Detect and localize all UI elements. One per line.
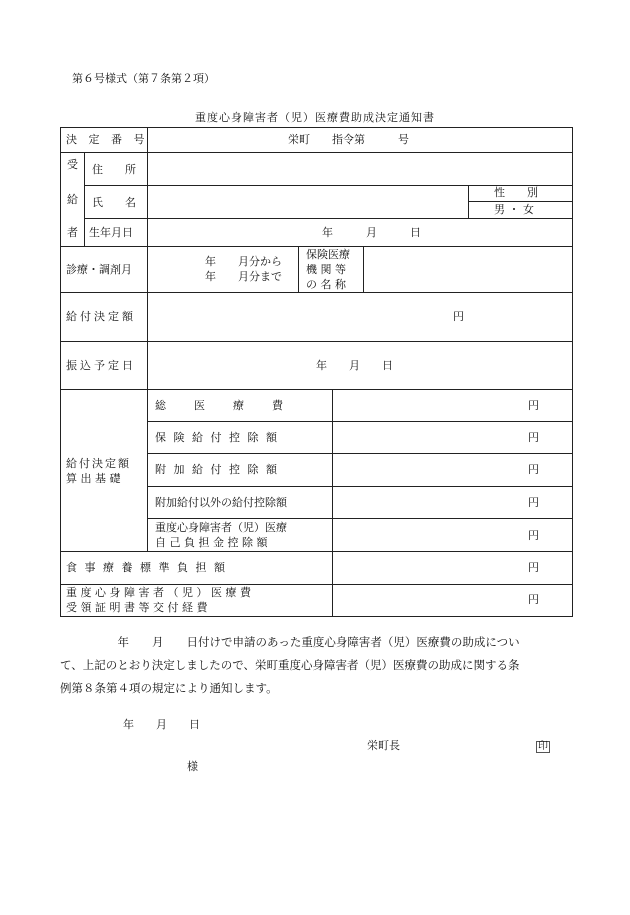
institution-label-2: 機 関 等 <box>306 263 346 276</box>
issuer: 栄町長 <box>367 739 400 752</box>
meal-cost-label: 食 事 療 養 標 準 負 担 額 <box>66 561 227 574</box>
institution-label-1: 保険医療 <box>306 248 350 261</box>
institution-label-3: の 名 称 <box>306 278 346 291</box>
recipient-char-2: 給 <box>67 193 78 206</box>
treatment-from: 年 月分から <box>205 255 282 268</box>
document-title: 重度心身障害者（児）医療費助成決定通知書 <box>195 111 435 124</box>
transfer-date-label: 振込予定日 <box>66 359 136 372</box>
recipient-char-3: 者 <box>67 226 78 239</box>
seal-mark: 印 <box>538 741 548 752</box>
basis-label-1: 給付決定額 <box>66 457 131 470</box>
basis-item-insurance: 保 険 給 付 控 除 額 <box>155 431 279 444</box>
basis-item-total-medical: 総 医 療 費 <box>155 399 285 412</box>
issue-date: 年 月 日 <box>123 718 200 731</box>
body-line-1: 年 月 日付けで申請のあった重度心身障害者（児）医療費の助成につい <box>60 635 520 649</box>
benefit-amount-label: 給付決定額 <box>66 310 136 323</box>
transfer-date-value: 年 月 日 <box>316 359 393 372</box>
sex-value: 男 ・ 女 <box>494 203 534 216</box>
treatment-to: 年 月分まで <box>205 270 282 283</box>
sex-label: 性 別 <box>494 186 538 199</box>
basis-label-2: 算 出 基 礎 <box>66 472 121 485</box>
body-line-2: て、上記のとおり決定しましたので、栄町重度心身障害者（児）医療費の助成に関する条 <box>60 658 520 672</box>
form-number: 第６号様式（第７条第２項） <box>72 72 215 85</box>
basis-item-self-pay-1: 重度心身障害者（児）医療 <box>155 521 287 534</box>
address-label: 住 所 <box>92 163 136 176</box>
basis-item-additional: 附 加 給 付 控 除 額 <box>155 463 279 476</box>
certificate-cost-label-2: 受 領 証 明 書 等 交 付 経 費 <box>66 601 208 614</box>
basis-item-unit: 円 <box>528 463 539 476</box>
meal-cost-unit: 円 <box>528 561 539 574</box>
benefit-amount-unit: 円 <box>453 310 464 323</box>
basis-item-unit: 円 <box>528 529 539 542</box>
name-label: 氏 名 <box>92 196 136 209</box>
certificate-cost-unit: 円 <box>528 593 539 606</box>
decision-number-value: 栄町 指令第 号 <box>288 133 409 146</box>
basis-item-unit: 円 <box>528 399 539 412</box>
basis-item-unit: 円 <box>528 431 539 444</box>
certificate-cost-label-1: 重 度 心 身 障 害 者 （ 児 ） 医 療 費 <box>66 586 251 599</box>
birthdate-label: 生年月日 <box>89 226 133 239</box>
addressee-suffix: 様 <box>187 760 198 773</box>
body-line-3: 例第８条第４項の規定により通知します。 <box>60 681 278 695</box>
recipient-char-1: 受 <box>67 158 78 171</box>
basis-item-other: 附加給付以外の給付控除額 <box>155 496 287 509</box>
basis-item-self-pay-2: 自 己 負 担 金 控 除 額 <box>155 536 268 549</box>
decision-number-label: 決 定 番 号 <box>66 133 149 146</box>
birthdate-value: 年 月 日 <box>322 226 421 239</box>
basis-item-unit: 円 <box>528 496 539 509</box>
treatment-month-label: 診療・調剤月 <box>66 263 132 276</box>
